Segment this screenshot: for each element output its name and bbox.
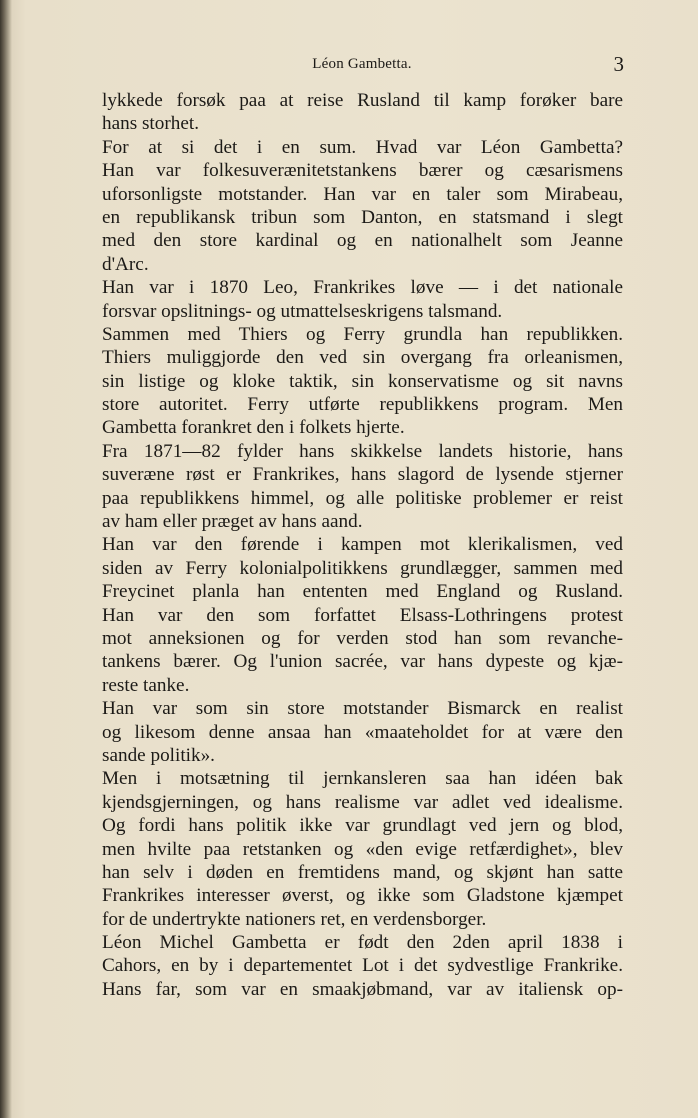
text-line: Han var den førende i kampen mot klerikalismen, ved bbox=[102, 534, 623, 556]
text-line: For at si det i en sum. Hvad var Léon Gambetta? bbox=[102, 136, 623, 158]
text-line: Frankrikes interesser øverst, og ikke som Gladstone kjæmpet bbox=[102, 885, 623, 907]
text-line: sande politik». bbox=[102, 744, 215, 766]
text-line: Freycinet planla han ententen med England og Rusland. bbox=[102, 581, 623, 603]
running-title: Léon Gambetta. bbox=[312, 56, 412, 72]
text-line: tankens bærer. Og l'union sacrée, var hans dypeste og kjæ- bbox=[102, 651, 623, 673]
text-line: Fra 1871—82 fylder hans skikkelse landets historie, hans bbox=[102, 440, 623, 462]
text-line: Han var som sin store motstander Bismarck en realist bbox=[102, 698, 623, 720]
text-line: store autoritet. Ferry utførte republikkens program. Men bbox=[102, 394, 623, 416]
text-line: mot anneksionen og for verden stod han som revanche- bbox=[102, 627, 623, 649]
text-line: reste tanke. bbox=[102, 674, 190, 696]
text-line: Hans far, som var en smaakjøbmand, var av italiensk op- bbox=[102, 978, 623, 1000]
text-line: siden av Ferry kolonialpolitikkens grundlægger, sammen med bbox=[102, 557, 623, 579]
text-line: for de undertrykte nationers ret, en verdensborger. bbox=[102, 908, 487, 930]
text-line: en republikansk tribun som Danton, en statsmand i slegt bbox=[102, 206, 623, 228]
text-line: han selv i døden en fremtidens mand, og skjønt han satte bbox=[102, 861, 623, 883]
text-line: Han var folkesuverænitetstankens bærer og cæsarismens bbox=[102, 160, 623, 182]
text-line: Han var den som forfattet Elsass-Lothringens protest bbox=[102, 604, 623, 626]
text-line: Thiers muliggjorde den ved sin overgang fra orleanismen, bbox=[102, 347, 623, 369]
text-line: kjendsgjerningen, og hans realisme var adlet ved idealisme. bbox=[102, 791, 623, 813]
text-line: Cahors, en by i departementet Lot i det sydvestlige Frankrike. bbox=[102, 955, 623, 977]
text-line: forsvar opslitnings- og utmattelseskrigens talsmand. bbox=[102, 300, 503, 322]
text-line: Sammen med Thiers og Ferry grundla han republikken. bbox=[102, 323, 623, 345]
text-line: paa republikkens himmel, og alle politiske problemer er reist bbox=[102, 487, 623, 509]
text-line: og likesom denne ansaa han «maateholdet for at være den bbox=[102, 721, 623, 743]
text-line: Léon Michel Gambetta er født den 2den april 1838 i bbox=[102, 932, 623, 954]
page-number: 3 bbox=[613, 52, 624, 76]
text-line: men hvilte paa retstanken og «den evige retfærdighet», blev bbox=[102, 838, 623, 860]
text-line: sin listige og kloke taktik, sin konservatisme og sit navns bbox=[102, 370, 623, 392]
page-header bbox=[100, 54, 624, 80]
text-line: Gambetta forankret den i folkets hjerte. bbox=[102, 417, 405, 439]
text-line: Han var i 1870 Leo, Frankrikes løve — i det nationale bbox=[102, 277, 623, 299]
body-text bbox=[102, 89, 623, 1001]
text-line: Men i motsætning til jernkansleren saa han idéen bak bbox=[102, 768, 623, 790]
page-spine-shadow bbox=[0, 0, 12, 1118]
text-line: Og fordi hans politik ikke var grundlagt ved jern og blod, bbox=[102, 815, 623, 837]
text-line: d'Arc. bbox=[102, 253, 149, 275]
text-line: lykkede forsøk paa at reise Rusland til kamp forøker bare bbox=[102, 90, 623, 111]
text-line: suveræne røst er Frankrikes, hans slagord de lysende stjerner bbox=[102, 464, 623, 486]
text-line: av ham eller præget av hans aand. bbox=[102, 511, 363, 533]
text-line: uforsonligste motstander. Han var en taler som Mirabeau, bbox=[102, 183, 623, 205]
text-line: hans storhet. bbox=[102, 113, 199, 135]
text-line: med den store kardinal og en nationalhelt som Jeanne bbox=[102, 230, 623, 252]
